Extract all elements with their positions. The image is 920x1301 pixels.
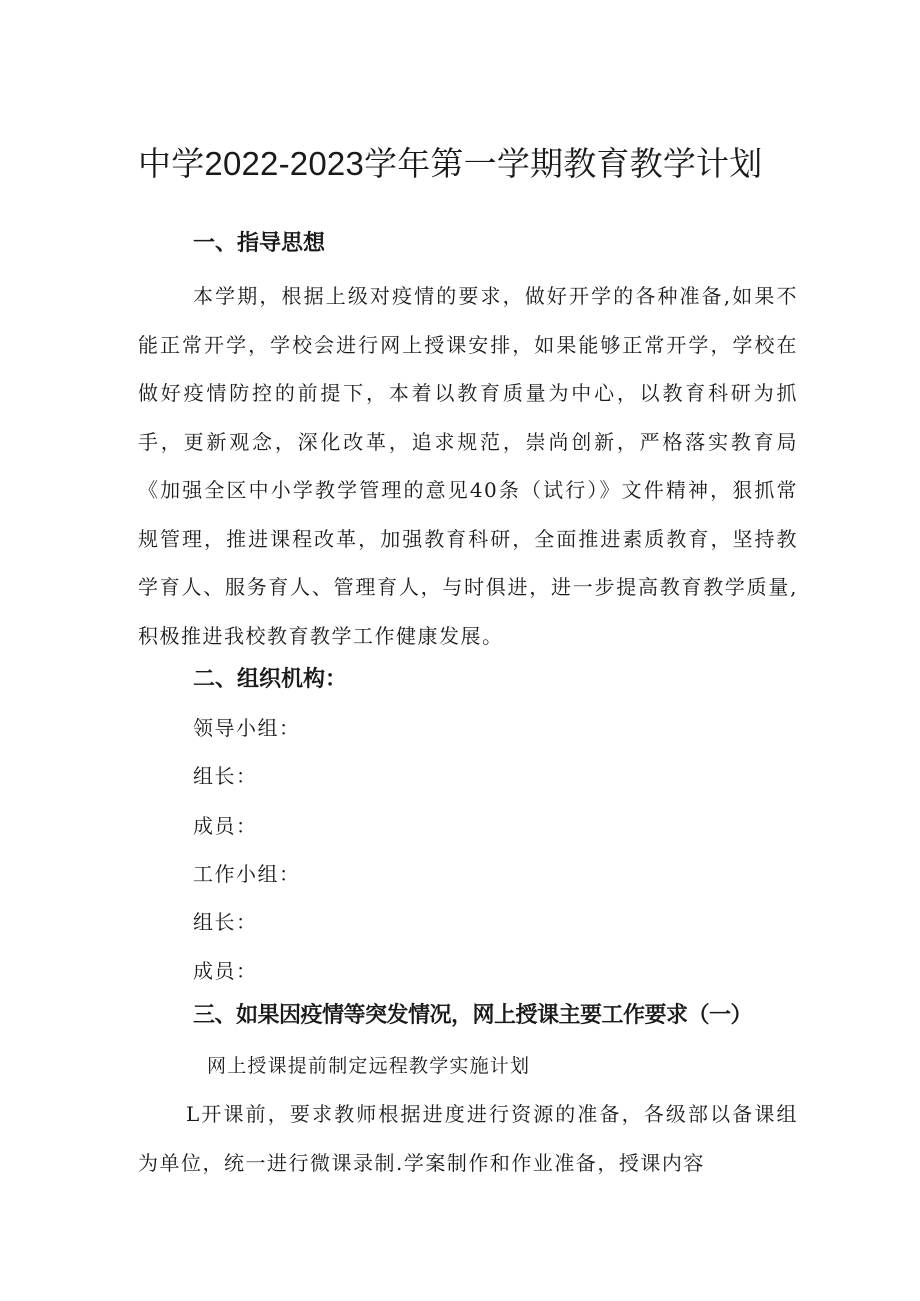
leadership-group-members-label: 成员： — [193, 814, 258, 838]
working-group-label: 工作小组： — [193, 862, 301, 886]
working-group-members-label: 成员： — [193, 959, 258, 983]
leadership-group-label: 领导小组： — [193, 716, 301, 740]
guiding-ideology-paragraph: 本学期，根据上级对疫情的要求，做好开学的各种准备,如果不能正常开学，学校会进行网上授课安排，如果能够正常开学，学校在做好疫情防控的前提下，本着以教育质量为中心，以教育科研为抓手，更新观念，深化改革，追求规范，崇尚创新，严格落实教育局《加强全区中小学教学管理的意见40条（试行）》文件精神，狠抓常规管理，推进课程改革，加强教育科研，全面推进素质教育，坚持教学育人、服务育人、管理育人，与时俱进，进一步提高教育教学质量,积极推进我校教育教学工作健康发展。 — [138, 284, 798, 648]
online-teaching-paragraph: L开课前，要求教师根据进度进行资源的准备，各级部以备课组为单位，统一进行微课录制.学案制作和作业准备，授课内容 — [138, 1102, 798, 1175]
leadership-group-leader-label: 组长： — [193, 764, 258, 788]
section-heading-organization: 二、组织机构： — [193, 667, 348, 692]
document-title: 中学2022-2023学年第一学期教育教学计划 — [138, 145, 763, 182]
section-heading-online-teaching: 三、如果因疫情等突发情况，网上授课主要工作要求（一） — [193, 1003, 753, 1028]
working-group-leader-label: 组长： — [193, 910, 258, 934]
online-teaching-subheading: 网上授课提前制定远程教学实施计划 — [207, 1055, 531, 1077]
section-heading-guiding-ideology: 一、指导思想 — [193, 231, 326, 256]
